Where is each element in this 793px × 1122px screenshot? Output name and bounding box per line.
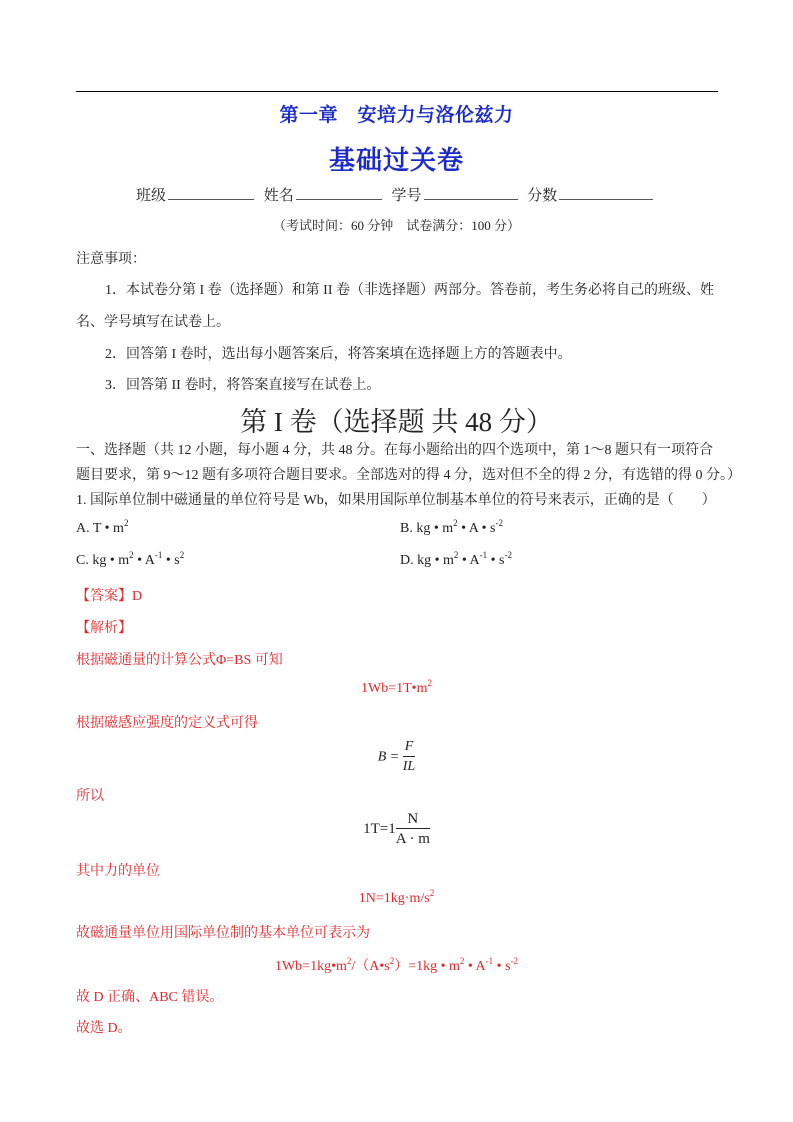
student-id-blank[interactable]	[424, 184, 518, 200]
option-c-text: C. kg • m	[76, 553, 130, 568]
option-c-sup1: 2	[129, 550, 134, 560]
option-d-mid: • A	[458, 553, 480, 568]
equation-5-b: /（A•s	[351, 959, 390, 974]
name-blank[interactable]	[296, 184, 382, 200]
analysis-line-3: 所以	[76, 789, 104, 804]
option-b-sup2: -2	[495, 518, 503, 528]
equation-1-sup: 2	[427, 678, 432, 688]
option-a-sup: 2	[123, 518, 129, 528]
equation-3-numerator: N	[396, 810, 430, 829]
analysis-line-7: 故选 D。	[76, 1021, 132, 1036]
option-a-text: A. T • m	[76, 521, 124, 536]
class-field[interactable]	[136, 184, 254, 205]
student-id-field[interactable]	[392, 184, 518, 205]
analysis-line-6: 故 D 正确、ABC 错误。	[76, 990, 224, 1005]
option-c[interactable]	[76, 550, 185, 569]
analysis-line-1: 根据磁通量的计算公式Φ=BS 可知	[76, 653, 283, 668]
equation-5-sup4: -1	[485, 956, 494, 966]
equation-5-sup3: 2	[459, 956, 465, 966]
equation-3	[0, 810, 793, 849]
option-b[interactable]	[400, 518, 503, 537]
option-c-sup2: -1	[154, 550, 163, 560]
class-blank[interactable]	[168, 184, 254, 200]
section-intro-line-2: 题目要求，第 9～12 题有多项符合题目要求。全部选对的得 4 分，选对但不全的得 2 分，有选错的得 0 分。）	[76, 468, 741, 483]
option-c-mid: • A	[133, 553, 155, 568]
question-1-stem: 1. 国际单位制中磁通量的单位符号是 Wb，如果用国际单位制基本单位的符号来表示，正确的是（ ）	[76, 493, 716, 508]
equation-4-text: 1N=1kg·m/s	[358, 891, 430, 906]
equation-4-sup: 2	[429, 888, 435, 898]
notes-heading: 注意事项：	[76, 252, 146, 267]
equation-2-numerator: F	[403, 738, 416, 757]
equation-5-a: 1Wb=1kg•m	[274, 959, 347, 974]
option-c-sup3: 2	[179, 550, 185, 560]
class-label: 班级	[136, 188, 167, 204]
option-d-text: D. kg • m	[400, 553, 454, 568]
equation-2	[0, 738, 793, 777]
equation-5-sup1: 2	[346, 956, 352, 966]
option-b-mid: • A • s	[457, 521, 496, 536]
note-item-2: 2．回答第 I 卷时，选出每小题答案后，将答案填在选择题上方的答题表中。	[105, 347, 572, 362]
analysis-line-5: 故磁通量单位用国际单位制的基本单位可表示为	[76, 926, 370, 941]
option-b-sup1: 2	[453, 518, 458, 528]
note-item-1-cont: 名、学号填写在试卷上。	[76, 315, 230, 330]
option-d[interactable]	[400, 550, 513, 569]
option-d-sup2: -1	[479, 550, 488, 560]
equation-3-fraction	[396, 810, 430, 849]
analysis-line-4: 其中力的单位	[76, 864, 160, 879]
score-field[interactable]	[527, 184, 653, 205]
equation-5-e: • s	[493, 959, 511, 974]
chapter-title: 第一章 安培力与洛伦兹力	[279, 104, 514, 126]
equation-5-c: ）=1kg • m	[394, 959, 460, 974]
name-label: 姓名	[263, 188, 294, 204]
equation-5	[0, 955, 793, 975]
equation-2-lhs: B =	[377, 749, 400, 765]
equation-2-denominator: IL	[402, 759, 416, 774]
note-item-3: 3．回答第 II 卷时，将答案直接写在试卷上。	[105, 378, 381, 393]
equation-3-lhs: 1T=1	[363, 820, 396, 837]
equation-2-fraction	[403, 738, 416, 777]
equation-5-sup5: -2	[510, 956, 519, 966]
equation-5-d: • A	[464, 959, 486, 974]
option-c-mid2: • s	[162, 553, 180, 568]
student-id-label: 学号	[391, 188, 422, 204]
option-d-mid2: • s	[487, 553, 505, 568]
equation-1-text: 1Wb=1T•m	[361, 681, 428, 696]
option-b-text: B. kg • m	[400, 521, 454, 536]
equation-4	[0, 888, 793, 907]
equation-1	[0, 678, 793, 697]
name-field[interactable]	[264, 184, 382, 205]
option-d-sup1: 2	[453, 550, 459, 560]
note-item-1: 1．本试卷分第 I 卷（选择题）和第 II 卷（非选择题）两部分。答卷前，考生务必将自己的班级、姓	[105, 283, 714, 298]
score-label: 分数	[527, 188, 558, 204]
section-title: 第 I 卷（选择题 共 48 分）	[240, 407, 553, 437]
equation-3-denominator: A · m	[395, 831, 430, 847]
option-a[interactable]	[76, 518, 129, 537]
option-d-sup3: -2	[504, 550, 513, 560]
score-blank[interactable]	[559, 184, 653, 200]
exam-title: 基础过关卷	[328, 146, 464, 176]
student-info-fields	[136, 184, 659, 205]
equation-5-sup2: 2	[389, 956, 395, 966]
answer-label: 【答案】D	[76, 589, 143, 604]
header-rule	[76, 91, 718, 92]
analysis-line-2: 根据磁感应强度的定义式可得	[76, 716, 258, 731]
analysis-heading: 【解析】	[76, 621, 132, 636]
exam-info: （考试时间：60 分钟 试卷满分：100 分）	[272, 218, 520, 233]
section-intro-line-1: 一、选择题（共 12 小题，每小题 4 分，共 48 分。在每小题给出的四个选项中，第 1～8 题只有一项符合	[76, 443, 713, 458]
